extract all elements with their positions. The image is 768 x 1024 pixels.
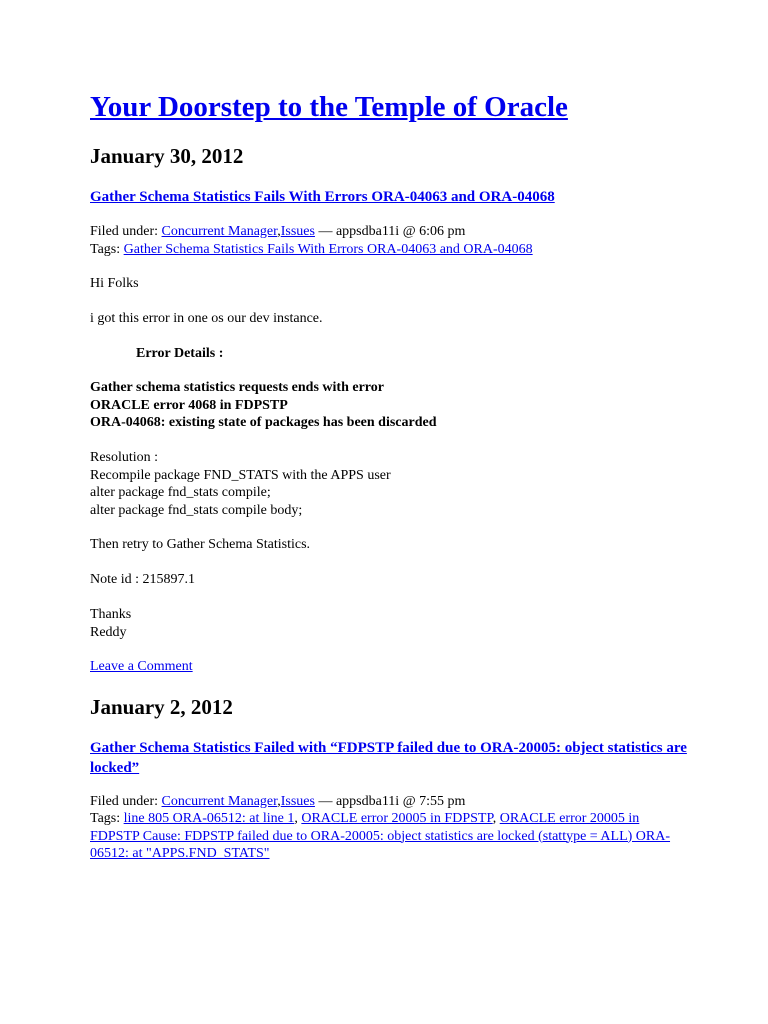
- post-1-intro: i got this error in one os our dev instance.: [90, 311, 323, 326]
- post-2-title-link[interactable]: Gather Schema Statistics Failed with “FDPSTP failed due to ORA-20005: object statistics are locked”: [90, 740, 687, 776]
- error-line: ORA-04068: existing state of packages has been discarded: [90, 415, 437, 430]
- post-2-byline: — appsdba11i @ 7:55 pm: [314, 794, 466, 809]
- site-title-link[interactable]: Your Doorstep to the Temple of Oracle: [90, 91, 568, 123]
- site-title: [90, 89, 568, 125]
- resolution-line: alter package fnd_stats compile body;: [90, 502, 303, 518]
- resolution-line: Recompile package FND_STATS with the APPS user: [90, 467, 391, 483]
- post-1-title-link[interactable]: Gather Schema Statistics Fails With Errors ORA-04063 and ORA-04068: [90, 189, 555, 205]
- post-1-byline: — appsdba11i @ 6:06 pm: [314, 224, 466, 239]
- post-1-comments: [90, 658, 193, 675]
- tags-label: Tags:: [90, 811, 124, 826]
- post-2-tags: [90, 810, 680, 863]
- error-line: Gather schema statistics requests ends with error: [90, 380, 384, 395]
- post-2-title: [90, 738, 690, 778]
- tags-label: Tags:: [90, 242, 124, 257]
- post-1-greeting: Hi Folks: [90, 276, 139, 291]
- resolution-block: [90, 449, 391, 519]
- post-1-meta: [90, 223, 465, 240]
- leave-comment-link[interactable]: Leave a Comment: [90, 659, 193, 674]
- signoff-line: Reddy: [90, 624, 127, 640]
- post-1-note: Note id : 215897.1: [90, 572, 195, 587]
- category-link-concurrent-manager[interactable]: Concurrent Manager: [161, 794, 278, 809]
- tag-separator: ,: [492, 811, 500, 826]
- post-1-title: [90, 187, 690, 207]
- post-2-date: January 2, 2012: [90, 695, 233, 719]
- category-separator: ,: [277, 794, 281, 809]
- filed-under-label: Filed under:: [90, 224, 162, 239]
- tag-link[interactable]: Gather Schema Statistics Fails With Errors ORA-04063 and ORA-04068: [123, 242, 533, 257]
- error-details-block: [90, 379, 437, 432]
- category-link-concurrent-manager[interactable]: Concurrent Manager: [161, 224, 278, 239]
- resolution-line: Resolution :: [90, 450, 159, 465]
- post-1-signoff: [90, 606, 131, 641]
- tag-link[interactable]: ORACLE error 20005 in FDPSTP Cause: FDPSTP failed due to ORA-20005: object statistics are locked (stattype = ALL) ORA-06512: at "APPS.FND_STATS": [90, 811, 671, 861]
- error-details-heading: Error Details :: [136, 346, 224, 361]
- category-link-issues[interactable]: Issues: [280, 794, 315, 809]
- signoff-line: Thanks: [90, 607, 132, 622]
- post-2-meta: [90, 793, 465, 810]
- tag-link[interactable]: ORACLE error 20005 in FDPSTP: [301, 811, 493, 826]
- post-1-date: January 30, 2012: [90, 144, 244, 168]
- category-separator: ,: [277, 224, 281, 239]
- tag-link[interactable]: line 805 ORA-06512: at line 1: [123, 811, 295, 826]
- resolution-line: alter package fnd_stats compile;: [90, 485, 271, 500]
- tag-separator: ,: [294, 811, 302, 826]
- category-link-issues[interactable]: Issues: [280, 224, 315, 239]
- error-line: ORACLE error 4068 in FDPSTP: [90, 397, 288, 413]
- post-1-retry: Then retry to Gather Schema Statistics.: [90, 537, 311, 552]
- post-1-tags: [90, 241, 533, 258]
- filed-under-label: Filed under:: [90, 794, 162, 809]
